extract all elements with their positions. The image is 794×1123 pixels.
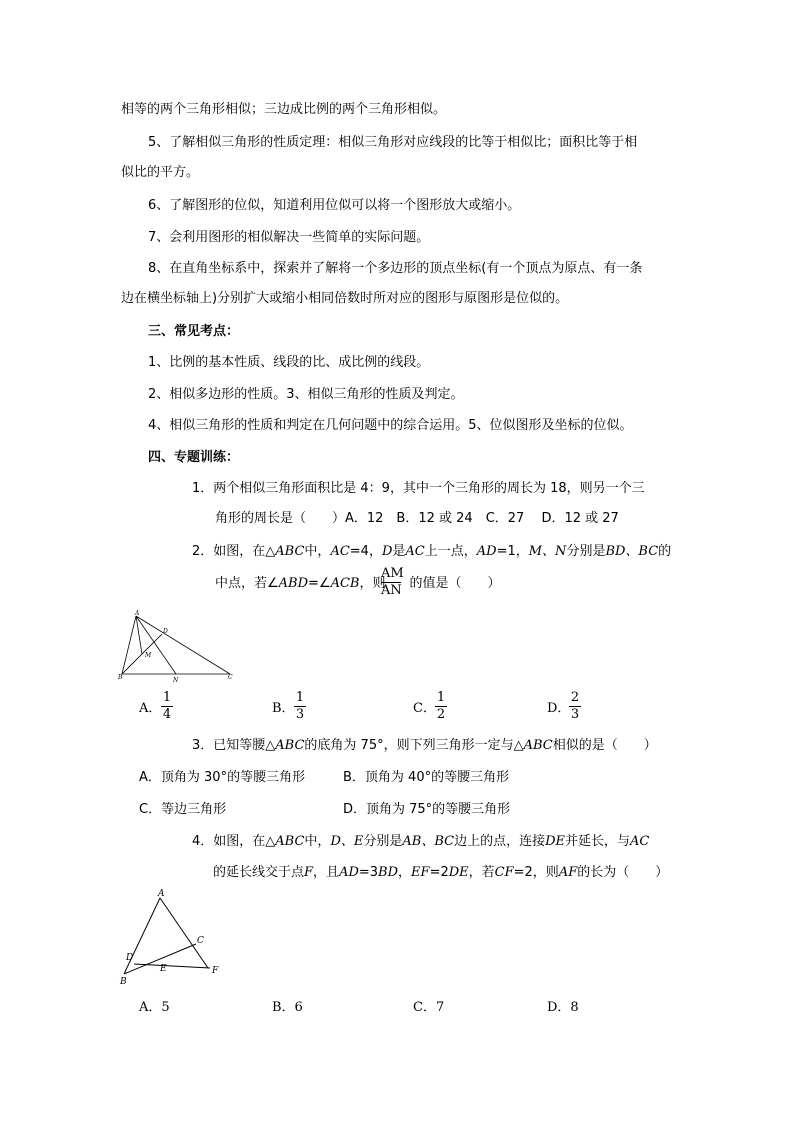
paragraph-line: 相等的两个三角形相似；三边成比例的两个三角形相似。: [121, 102, 447, 117]
question-4-line: 4．如图，在△ABC中，D、E分别是AB、BC边上的点，连接DE并延长，与AC: [192, 834, 650, 849]
option-b[interactable]: B．: [272, 701, 295, 716]
paragraph-line: 7、会利用图形的相似解决一些简单的实际问题。: [148, 230, 430, 245]
triangle-figure-q4: [118, 888, 228, 988]
section-heading: 三、常见考点：: [148, 324, 240, 339]
option-a-fraction: 1 4: [162, 690, 172, 722]
label-c: C: [228, 674, 233, 681]
list-item: 2、相似多边形的性质。3、相似三角形的性质及判定。: [148, 387, 464, 402]
option-d[interactable]: D．: [547, 701, 571, 716]
option-b[interactable]: B．6: [272, 1000, 303, 1015]
section-heading: 四、专题训练：: [148, 450, 240, 465]
question-2-line: 2．如图，在△ABC中，AC=4，D是AC上一点，AD=1，M、N分别是BD、BC的: [192, 544, 672, 559]
list-item: 1、比例的基本性质、线段的比、成比例的线段。: [148, 355, 430, 370]
triangle-figure-q2: [118, 612, 238, 682]
paragraph-line: 8、在直角坐标系中，探索并了解将一个多边形的顶点坐标(有一个顶点为原点、有一条: [148, 261, 643, 276]
label-d: D: [163, 628, 168, 635]
question-4-line: 的延长线交于点F，且AD=3BD，EF=2DE，若CF=2，则AF的长为（ ）: [213, 865, 669, 880]
question-2-line: 中点，若∠ABD=∠ACB，则 的值是（ ）: [215, 576, 501, 591]
option-a[interactable]: A．顶角为 30°的等腰三角形: [139, 770, 306, 785]
paragraph-line: 边在横坐标轴上)分别扩大或缩小相同倍数时所对应的图形与原图形是位似的。: [121, 291, 569, 306]
question-1-line: 1．两个相似三角形面积比是 4：9，其中一个三角形的周长为 18，则另一个三: [192, 481, 645, 496]
label-n: N: [173, 677, 179, 684]
label-d: D: [126, 953, 134, 963]
label-a: A: [158, 889, 165, 899]
option-b-fraction: 1 3: [295, 690, 305, 722]
option-c[interactable]: C．等边三角形: [139, 802, 227, 817]
option-c[interactable]: C．: [413, 701, 436, 716]
label-a: A: [135, 610, 140, 617]
label-b: B: [118, 674, 123, 681]
option-d-fraction: 2 3: [570, 690, 580, 722]
option-c[interactable]: C．7: [413, 1000, 445, 1015]
fraction-am-an: AM AN: [381, 566, 404, 598]
option-b[interactable]: B．顶角为 40°的等腰三角形: [343, 770, 510, 785]
label-c: C: [197, 936, 204, 946]
label-e: E: [160, 964, 167, 974]
list-item: 4、相似三角形的性质和判定在几何问题中的综合运用。5、位似图形及坐标的位似。: [148, 418, 633, 433]
question-1-line: 角形的周长是（ ）A．12 B．12 或 24 C．27 D．12 或 27: [215, 511, 619, 526]
paragraph-line: 6、了解图形的位似，知道利用位似可以将一个图形放大或缩小。: [148, 198, 521, 213]
option-a[interactable]: A．: [139, 701, 162, 716]
paragraph-line: 5、了解相似三角形的性质定理：相似三角形对应线段的比等于相似比；面积比等于相: [148, 135, 638, 150]
question-3-line: 3．已知等腰△ABC的底角为 75°，则下列三角形一定与△ABC相似的是（ ）: [192, 738, 657, 753]
option-c-fraction: 1 2: [436, 690, 446, 722]
paragraph-line: 似比的平方。: [121, 165, 200, 180]
label-f: F: [212, 966, 219, 976]
option-d[interactable]: D．8: [547, 1000, 579, 1015]
label-m: M: [145, 652, 152, 659]
option-d[interactable]: D．顶角为 75°的等腰三角形: [343, 802, 511, 817]
label-b: B: [120, 977, 127, 987]
option-a[interactable]: A．5: [139, 1000, 170, 1015]
